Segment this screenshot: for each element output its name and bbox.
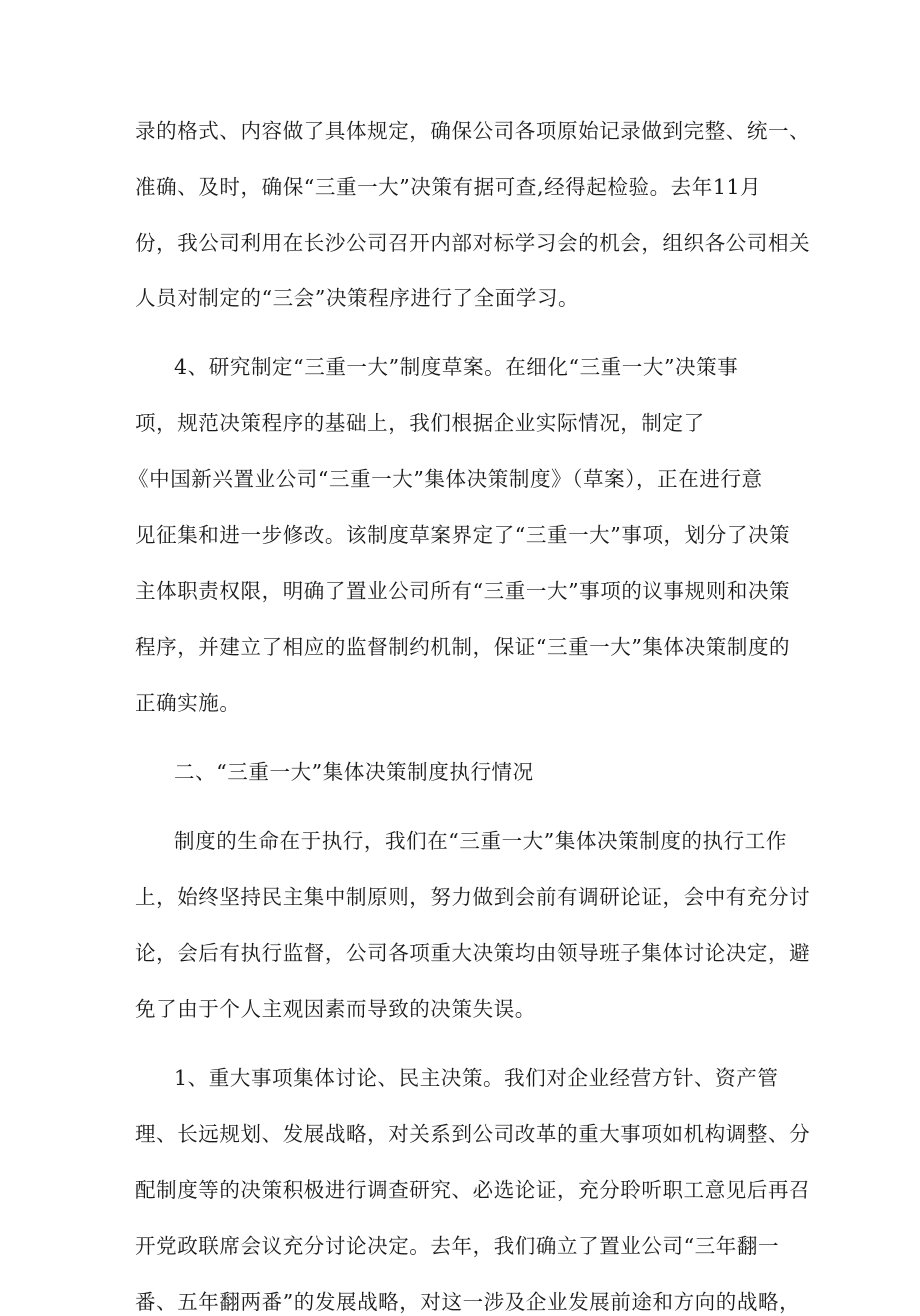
paragraph-2-line-3: 《中国新兴置业公司“三重一大”集体决策制度》（草案），正在进行意 xyxy=(128,467,763,491)
paragraph-4-line-4: 开党政联席会议充分讨论决定。去年，我们确立了置业公司“三年翻一 xyxy=(135,1234,780,1258)
paragraph-4-line-1: 1、重大事项集体讨论、民主决策。我们对企业经营方针、资产管 xyxy=(174,1066,779,1090)
paragraph-3-line-1: 制度的生命在于执行，我们在“三重一大”集体决策制度的执行工作 xyxy=(174,829,787,853)
paragraph-2-line-6: 程序，并建立了相应的监督制约机制，保证“三重一大”集体决策制度的 xyxy=(135,635,791,659)
paragraph-3-line-3: 论，会后有执行监督，公司各项重大决策均由领导班子集体讨论决定，避 xyxy=(135,941,811,965)
paragraph-3-line-2: 上，始终坚持民主集中制原则，努力做到会前有调研论证，会中有充分讨 xyxy=(135,885,811,909)
paragraph-1-line-4: 人员对制定的“三会”决策程序进行了全面学习。 xyxy=(135,286,580,310)
paragraph-2-line-1: 4、研究制定“三重一大”制度草案。在细化“三重一大”决策事 xyxy=(174,355,739,379)
paragraph-4-line-5: 番、五年翻两番”的发展战略，对这一涉及企业发展前途和方向的战略， xyxy=(135,1290,801,1314)
paragraph-1-line-2: 准确、及时，确保“三重一大”决策有据可查,经得起检验。去年11月 xyxy=(135,175,762,199)
paragraph-3-line-4: 免了由于个人主观因素而导致的决策失误。 xyxy=(135,997,536,1021)
paragraph-4-line-2: 理、长远规划、发展战略，对关系到公司改革的重大事项如机构调整、分 xyxy=(135,1122,811,1146)
paragraph-2-line-4: 见征集和进一步修改。该制度草案界定了“三重一大”事项，划分了决策 xyxy=(135,523,791,547)
paragraph-2-line-5: 主体职责权限，明确了置业公司所有“三重一大”事项的议事规则和决策 xyxy=(135,579,791,603)
paragraph-1-line-1: 录的格式、内容做了具体规定，确保公司各项原始记录做到完整、统一、 xyxy=(135,119,811,143)
paragraph-2-line-2: 项，规范决策程序的基础上，我们根据企业实际情况，制定了 xyxy=(135,411,705,435)
paragraph-4-line-3: 配制度等的决策积极进行调查研究、必选论证，充分聆听职工意见后再召 xyxy=(135,1178,811,1202)
section-heading: 二、“三重一大”集体决策制度执行情况 xyxy=(174,760,534,784)
paragraph-1-line-3: 份，我公司利用在长沙公司召开内部对标学习会的机会，组织各公司相关 xyxy=(135,231,811,255)
paragraph-2-line-7: 正确实施。 xyxy=(135,691,241,715)
